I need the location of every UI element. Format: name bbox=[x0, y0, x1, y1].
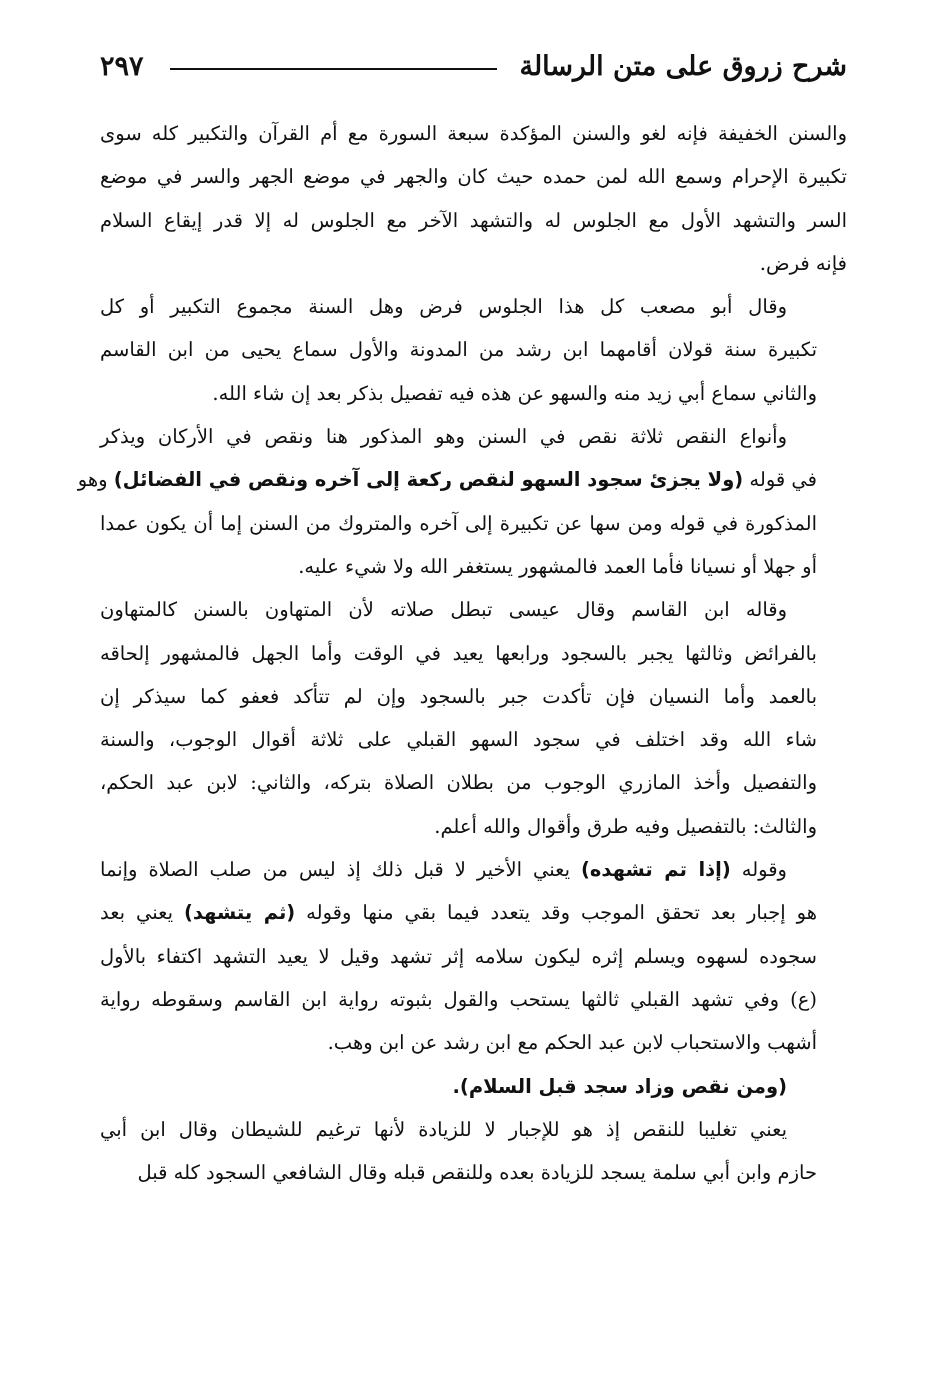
text-line bbox=[100, 1065, 847, 1108]
text-run: والثالث: بالتفصيل وفيه طرق وأقوال والله أعلم. bbox=[434, 814, 817, 838]
paragraph bbox=[100, 285, 847, 415]
text-line bbox=[100, 328, 847, 371]
text-run: يعني تغليبا للنقص إذ هو للإجبار لا للزيادة لأنها ترغيم للشيطان وقال ابن أبي bbox=[100, 1117, 787, 1141]
text-line bbox=[100, 761, 847, 804]
text-run: في قوله bbox=[743, 468, 817, 492]
text-run: أشهب والاستحباب لابن عبد الحكم مع ابن رشد عن ابن وهب. bbox=[327, 1031, 817, 1055]
text-line bbox=[100, 891, 847, 934]
text-run: تكبيرة الإحرام وسمع الله لمن حمده حيث كان والجهر في موضع الجهر والسر في موضع bbox=[100, 165, 847, 189]
quoted-text: (إذا تم تشهده) bbox=[581, 858, 731, 882]
text-line bbox=[100, 935, 847, 978]
text-run: وقوله bbox=[730, 858, 787, 882]
text-run: بالعمد وأما النسيان فإن تأكدت جبر بالسجود وإن لم تتأكد فعفو كما سيذكر إن bbox=[100, 684, 817, 708]
text-run: أو جهلا أو نسيانا فأما العمد فالمشهور يستغفر الله ولا شيء عليه. bbox=[298, 554, 817, 578]
text-run: (ع) وفي تشهد القبلي ثالثها يستحب والقول بثبوته رواية ابن القاسم وسقوطه رواية bbox=[100, 987, 817, 1011]
page-number: ٢٩٧ bbox=[100, 50, 144, 82]
text-run: يعني بعد bbox=[100, 901, 184, 925]
text-run: وقاله ابن القاسم وقال عيسى تبطل صلاته لأن المتهاون بالسنن كالمتهاون bbox=[100, 598, 787, 622]
text-line bbox=[100, 848, 847, 891]
text-line bbox=[100, 1151, 847, 1194]
text-line bbox=[100, 372, 847, 415]
text-line bbox=[100, 718, 847, 761]
paragraph bbox=[100, 112, 847, 285]
text-line bbox=[100, 242, 847, 285]
text-line bbox=[100, 1108, 847, 1151]
text-run: والتفصيل وأخذ المازري الوجوب من بطلان الصلاة بتركه، والثاني: لابن عبد الحكم، bbox=[100, 771, 817, 795]
text-run: وهو bbox=[77, 468, 114, 492]
text-run: بالفرائض وثالثها يجبر بالسجود ورابعها يعيد في الوقت وأما الجهل فالمشهور إلحاقه bbox=[100, 641, 817, 665]
text-run: هو إجبار بعد تحقق الموجب وقد يتعدد فيما بقي منها وقوله bbox=[295, 901, 817, 925]
paragraph bbox=[100, 588, 847, 848]
header-rule bbox=[170, 68, 498, 70]
text-run: وأنواع النقص ثلاثة نقص في السنن وهو المذكور هنا ونقص في الأركان ويذكر bbox=[100, 425, 787, 449]
paragraph bbox=[100, 1065, 847, 1108]
text-run: والسنن الخفيفة فإنه لغو والسنن المؤكدة سبعة السورة مع أم القرآن والتكبير كله سوى bbox=[100, 122, 847, 145]
text-run: فإنه فرض. bbox=[759, 251, 847, 275]
text-run: السر والتشهد الأول مع الجلوس له والتشهد الآخر مع الجلوس له إلا قدر إيقاع السلام bbox=[100, 208, 847, 232]
text-run: يعني الأخير لا قبل ذلك إذ ليس من صلب الصلاة وإنما bbox=[100, 858, 581, 882]
quoted-text: (ولا يجزئ سجود السهو لنقص ركعة إلى آخره ونقص في الفضائل) bbox=[113, 468, 744, 492]
text-line bbox=[100, 805, 847, 848]
quoted-text: (ثم يتشهد) bbox=[183, 901, 296, 925]
text-line bbox=[100, 632, 847, 675]
text-run: سجوده لسهوه ويسلم إثره ليكون سلامه إثر تشهد وقيل لا يعيد التشهد اكتفاء بالأول bbox=[100, 944, 817, 968]
body-text bbox=[77, 112, 847, 1194]
text-line bbox=[100, 285, 847, 328]
text-run: شاء الله وقد اختلف في سجود السهو القبلي على ثلاثة أقوال الوجوب، والسنة bbox=[100, 728, 817, 752]
text-line bbox=[100, 545, 847, 588]
text-run: المذكورة في قوله ومن سها عن تكبيرة إلى آخره والمتروك من السنن إما أن يكون عمدا bbox=[100, 511, 817, 535]
running-title: شرح زروق على متن الرسالة bbox=[519, 50, 847, 82]
text-line bbox=[100, 155, 847, 198]
text-run: حازم وابن أبي سلمة يسجد للزيادة بعده وللنقص قبله وقال الشافعي السجود كله قبل bbox=[137, 1161, 817, 1185]
page-header bbox=[100, 42, 847, 90]
paragraph bbox=[100, 848, 847, 1064]
text-line bbox=[100, 502, 847, 545]
paragraph bbox=[100, 1108, 847, 1195]
text-line bbox=[100, 588, 847, 631]
text-run: وقال أبو مصعب كل هذا الجلوس فرض وهل السنة مجموع التكبير أو كل bbox=[100, 295, 787, 319]
paragraph bbox=[77, 415, 847, 588]
text-line bbox=[100, 978, 847, 1021]
text-line bbox=[100, 1021, 847, 1064]
text-run: والثاني سماع أبي زيد منه والسهو عن هذه فيه تفصيل بذكر بعد إن شاء الله. bbox=[212, 381, 817, 405]
text-line bbox=[100, 415, 847, 458]
text-line bbox=[100, 199, 847, 242]
text-line bbox=[77, 458, 847, 501]
quoted-text: (ومن نقص وزاد سجد قبل السلام). bbox=[452, 1074, 787, 1098]
text-line bbox=[100, 112, 847, 155]
text-run: تكبيرة سنة قولان أقامهما ابن رشد من المدونة والأول سماع يحيى من ابن القاسم bbox=[100, 338, 817, 362]
text-line bbox=[100, 675, 847, 718]
